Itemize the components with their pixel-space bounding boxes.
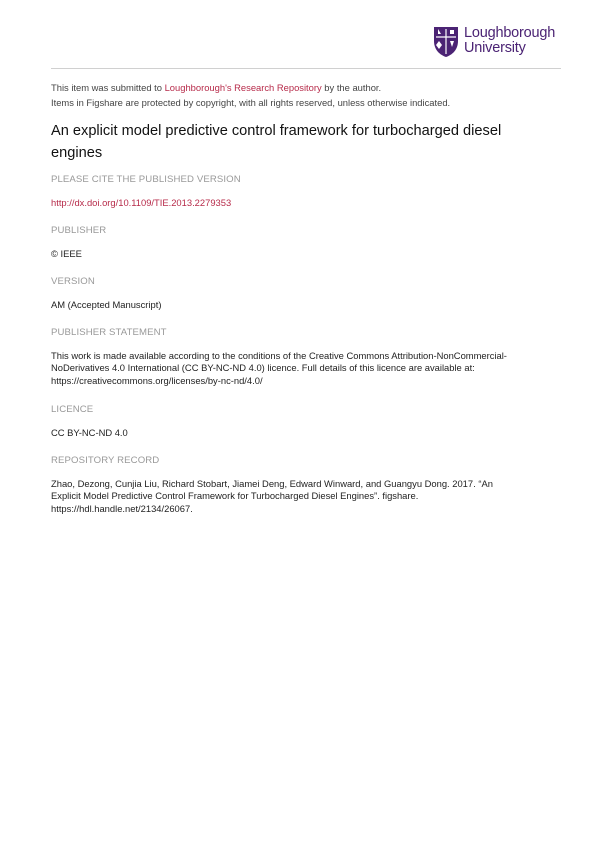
licence-label: LICENCE [51, 404, 94, 415]
cite-value-wrap [51, 197, 556, 209]
publisher-value: © IEEE [51, 248, 82, 259]
publisher-label: PUBLISHER [51, 225, 107, 236]
notice-line-2: Items in Figshare are protected by copyright, with all rights reserved, unless otherwise indicated. [51, 97, 451, 108]
repository-notice [51, 80, 450, 110]
licence-section [51, 404, 556, 439]
version-value: AM (Accepted Manuscript) [51, 299, 162, 310]
notice-line-1 [51, 80, 450, 95]
statement-line-1: This work is made available according to the conditions of the Creative Commons Attribution-NonCommercial- [51, 350, 507, 361]
notice-suffix: by the author. [321, 82, 382, 93]
doi-link[interactable]: http://dx.doi.org/10.1109/TIE.2013.2279353 [51, 197, 232, 208]
notice-prefix: This item was submitted to [51, 82, 165, 93]
statement-label: PUBLISHER STATEMENT [51, 327, 167, 338]
record-line-1: Zhao, Dezong, Cunjia Liu, Richard Stobart, Jiamei Deng, Edward Winward, and Guangyu Dong. 2017. “An [51, 478, 493, 489]
publisher-section [51, 225, 556, 260]
record-text [51, 478, 556, 515]
university-logo[interactable] [433, 26, 555, 58]
document-title: An explicit model predictive control framework for turbocharged diesel engines [51, 123, 502, 161]
record-label: REPOSITORY RECORD [51, 455, 160, 466]
logo-line-1: Loughborough [464, 25, 556, 41]
logo-wordmark [464, 26, 555, 56]
cite-section [51, 174, 556, 209]
record-section [51, 455, 556, 515]
cite-label: PLEASE CITE THE PUBLISHED VERSION [51, 174, 241, 185]
record-line-2: Explicit Model Predictive Control Framework for Turbocharged Diesel Engines”. figshare. [51, 490, 419, 502]
statement-line-3: https://creativecommons.org/licenses/by-nc-nd/4.0/ [51, 374, 263, 386]
logo-line-2: University [464, 40, 526, 56]
licence-value: CC BY-NC-ND 4.0 [51, 427, 128, 438]
version-label: VERSION [51, 276, 95, 287]
statement-section [51, 327, 556, 387]
statement-line-2: NoDerivatives 4.0 International (CC BY-NC-ND 4.0) licence. Full details of this licence are available at: [51, 362, 475, 374]
crest-icon [433, 26, 459, 58]
header-divider [51, 68, 561, 69]
repository-link[interactable]: Loughborough's Research Repository [164, 82, 322, 93]
version-section [51, 276, 556, 311]
statement-text [51, 350, 556, 387]
record-line-3: https://hdl.handle.net/2134/26067. [51, 502, 193, 514]
